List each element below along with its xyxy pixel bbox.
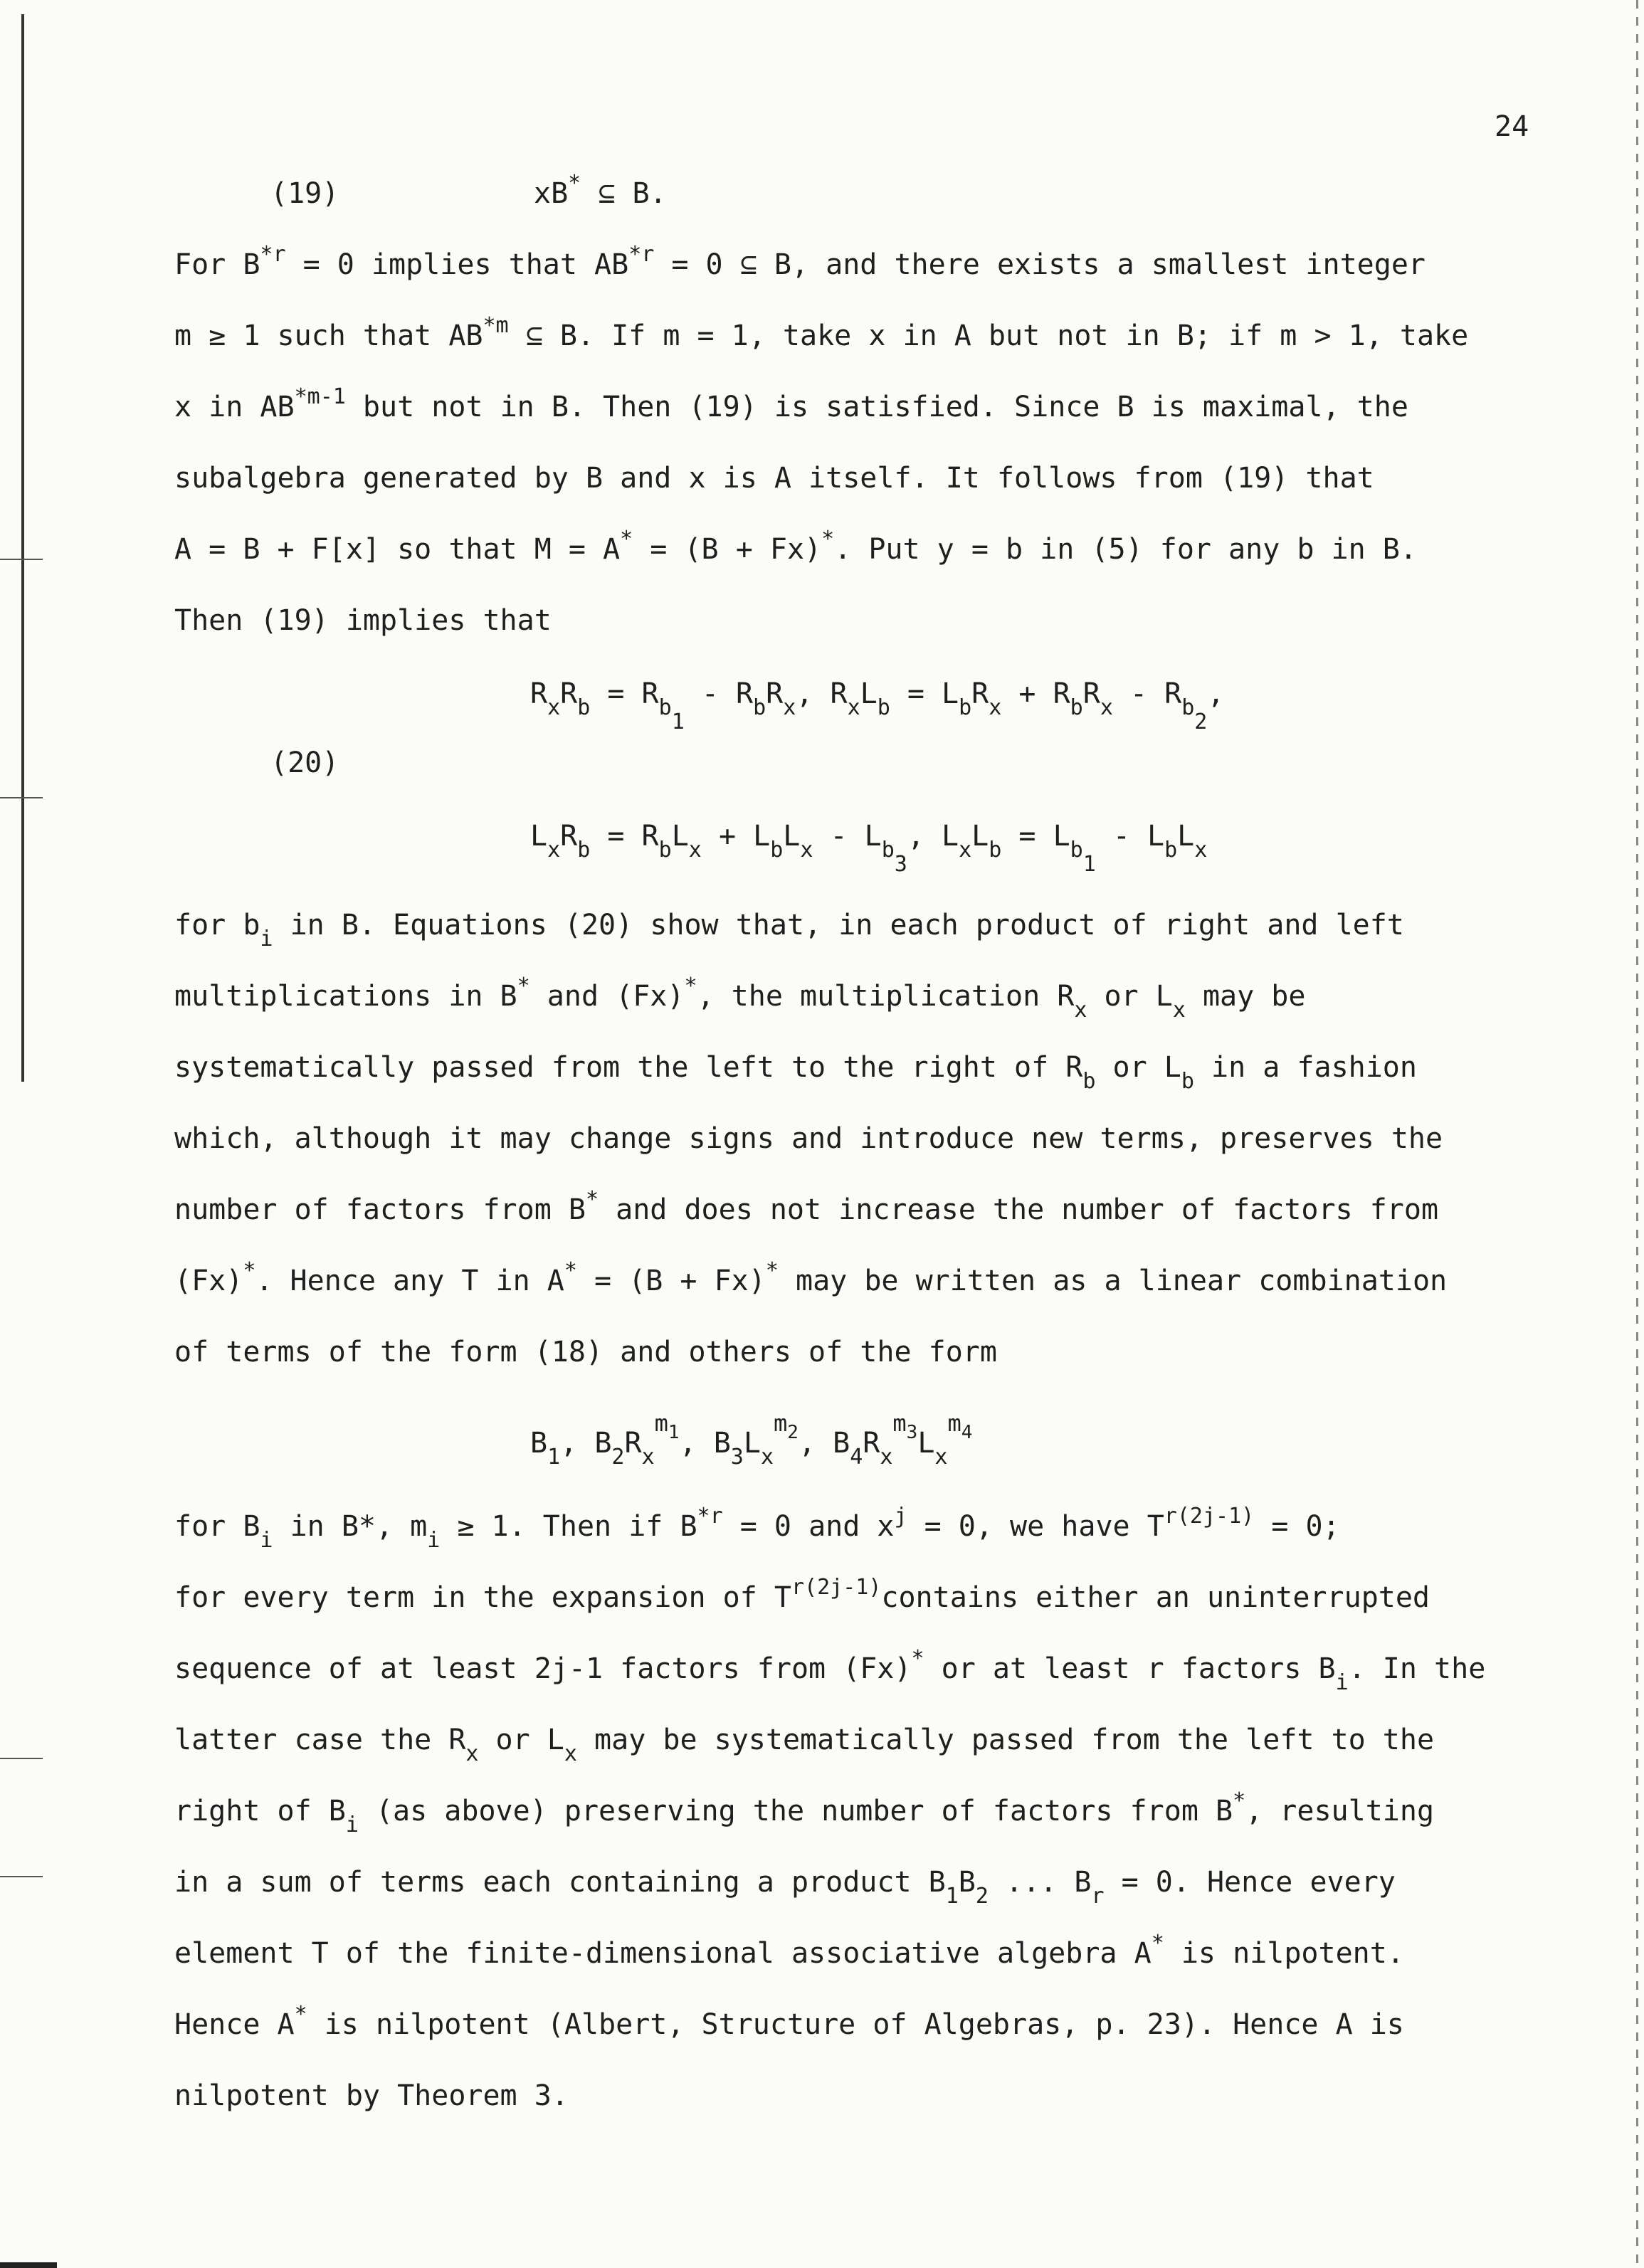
text-line-16: sequence of at least 2j-1 factors from (Fx)* or at least r factors $B_i$. In the xyxy=(174,1646,1486,1695)
text-line-7: for $b_i$ in B. Equations (20) show that, in each product of right and left xyxy=(174,909,1404,951)
eq20-row2: $L_xR_b = R_bL_x + L_bL_x - L_{b3}$, $L_xL_b = L_{b1} - L_bL_x$ xyxy=(530,820,1208,877)
text-line-21: Hence A* is nilpotent (Albert, Structure of Algebras, p. 23). Hence A is xyxy=(174,2002,1404,2041)
eq19: xB* ⊆ B. xyxy=(534,171,667,210)
margin-tick xyxy=(0,797,43,798)
text-line-8: multiplications in B* and (Fx)*, the multiplication $R_x$ or $L_x$ may be xyxy=(174,974,1306,1023)
text-line-10: which, although it may change signs and introduce new terms, preserves the xyxy=(174,1122,1443,1155)
text-line-5: A = B + F[x] so that M = A* = (B + Fx)*. Put y = b in (5) for any b in B. xyxy=(174,527,1417,566)
text-line-9: systematically passed from the left to the right of $R_b$ or $L_b$ in a fashion xyxy=(174,1051,1417,1094)
text-line-19: in a sum of terms each containing a product $B_1B_2$ ... $B_r = 0$. Hence every xyxy=(174,1866,1396,1909)
text-line-22: nilpotent by Theorem 3. xyxy=(174,2079,569,2112)
text-line-11: number of factors from B* and does not increase the number of factors from xyxy=(174,1187,1439,1226)
text-line-3: x in AB$^{*m-1}$ but not in B. Then (19) is satisfied. Since B is maximal, the xyxy=(174,384,1408,423)
left-margin-rule xyxy=(21,14,24,1082)
eq-forms: $B_1$, $B_2R_x^{m1}$, $B_3L_x^{m2}$, $B_4R_x^{m3}L_x^{m4}$ xyxy=(530,1410,973,1470)
text-line-20: element T of the finite-dimensional associative algebra A* is nilpotent. xyxy=(174,1931,1404,1970)
text-line-12: (Fx)*. Hence any T in A* = (B + Fx)* may be written as a linear combination xyxy=(174,1258,1448,1297)
page-number: 24 xyxy=(1495,110,1529,143)
margin-tick xyxy=(0,559,43,560)
margin-tick xyxy=(0,1876,43,1877)
text-line-13: of terms of the form (18) and others of the form xyxy=(174,1336,997,1368)
text-line-2: m ≥ 1 such that AB$^{*m}$ ⊆ B. If m = 1, take x in A but not in B; if m > 1, take xyxy=(174,313,1469,352)
text-line-15: for every term in the expansion of $T^{r(2j-1)}contains$ either an uninterrupted xyxy=(174,1575,1430,1614)
eq20-label: (20) xyxy=(270,747,339,779)
text-line-1: For $B^{*r} = 0$ implies that $AB^{*r} = 0$ ⊆ B, and there exists a smallest integer xyxy=(174,242,1426,281)
text-line-14: for $B_i$ in B*, $m_i \ge 1$. Then if $B^{*r} = 0$ and $x^j = 0$, we have $T^{r(2j-1)} = 0$; xyxy=(174,1504,1340,1553)
text-line-17: latter case the $R_x$ or $L_x$ may be systematically passed from the left to the xyxy=(174,1724,1435,1766)
right-margin-rule xyxy=(1636,0,1638,2268)
text-line-6: Then (19) implies that xyxy=(174,604,552,637)
eq20-row1: $R_xR_b = R_{b1} - R_bR_x$, $R_xL_b = L_bR_x + R_bR_x - R_{b2}$, xyxy=(530,677,1225,734)
eq19-label: (19) xyxy=(270,177,339,210)
text-line-18: right of $B_i$ (as above) preserving the number of factors from B*, resulting xyxy=(174,1788,1435,1837)
margin-tick xyxy=(0,1758,43,1759)
corner-mark xyxy=(0,2262,57,2268)
text-line-4: subalgebra generated by B and x is A itself. It follows from (19) that xyxy=(174,462,1374,495)
